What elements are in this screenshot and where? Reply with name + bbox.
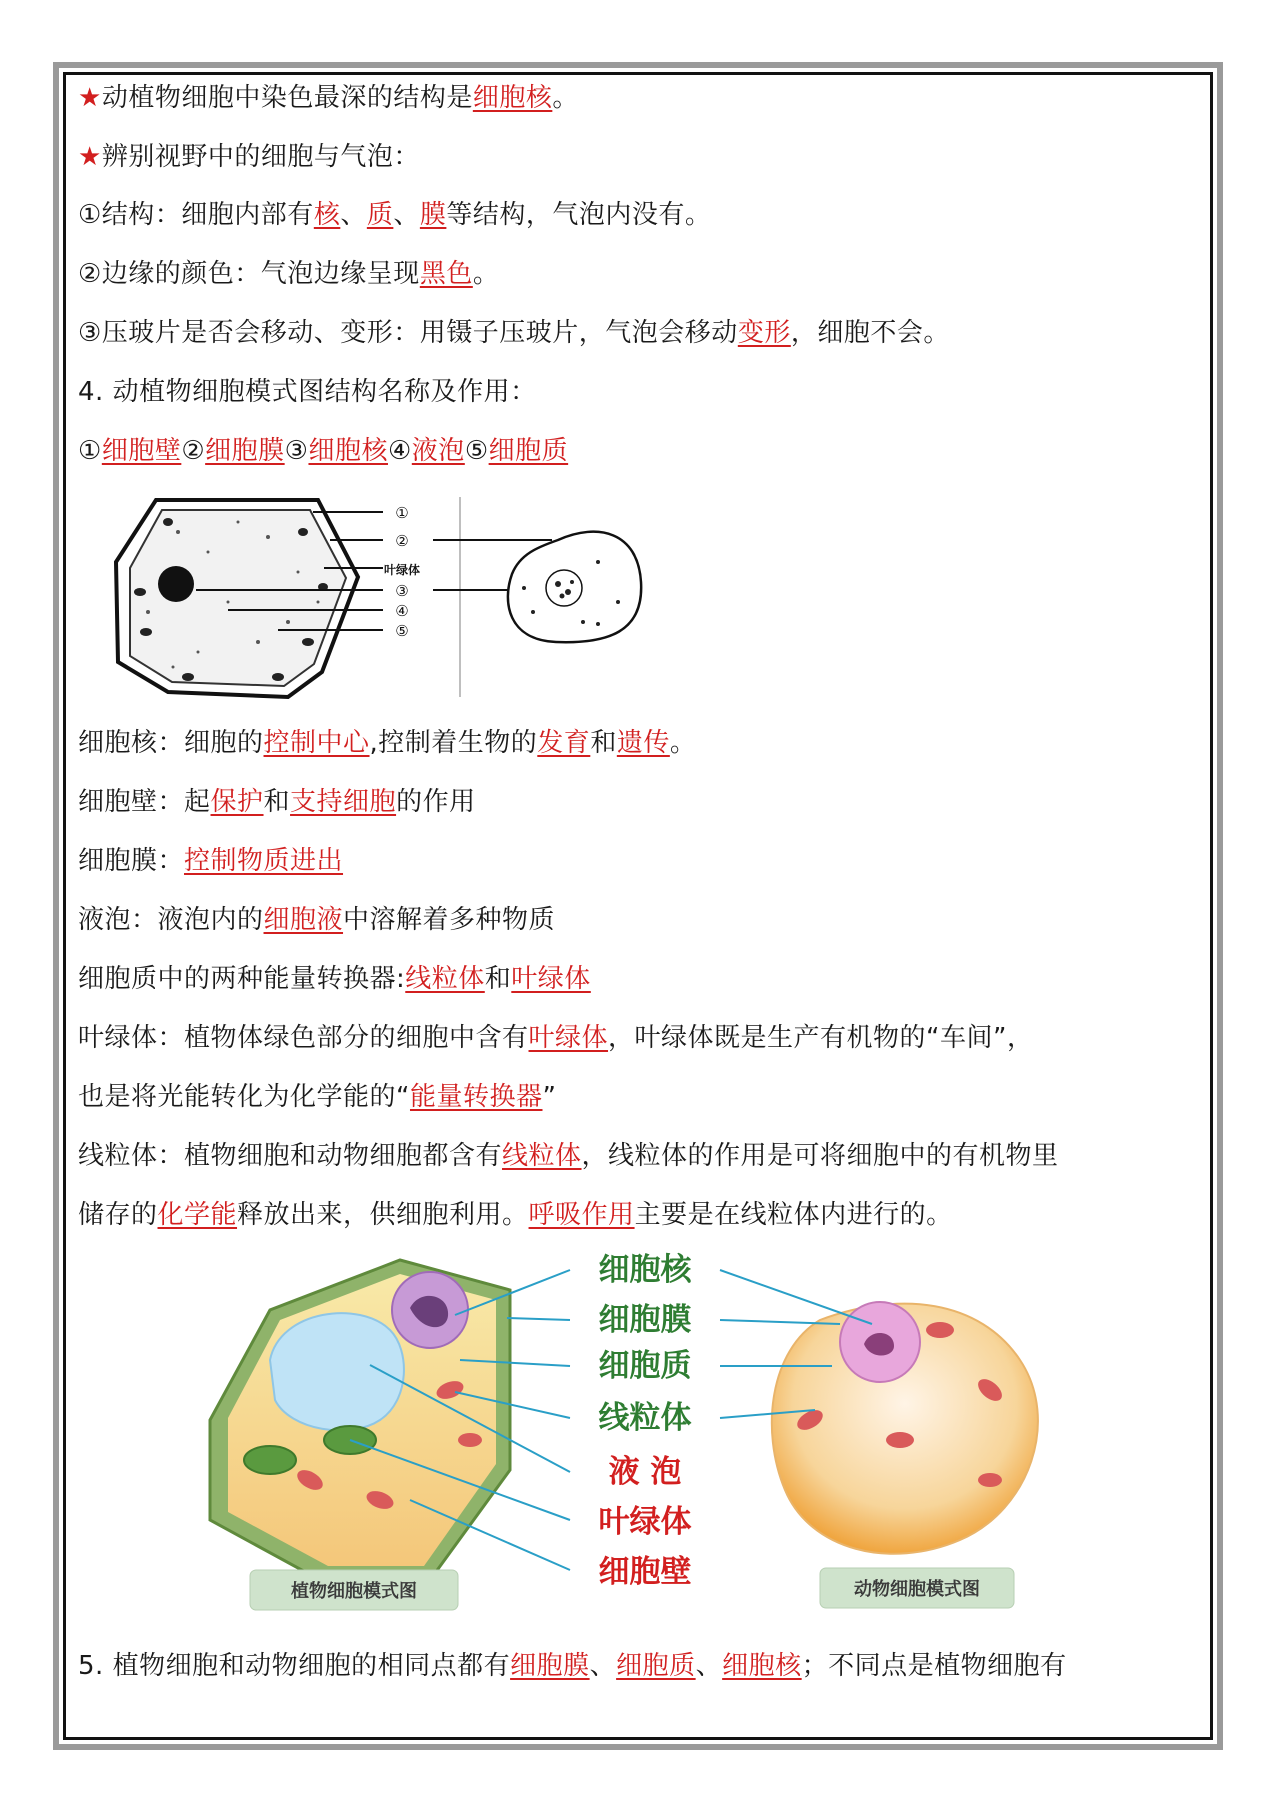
sep: 、: [589, 1651, 617, 1681]
answer-cytoplasm-2: 细胞质: [616, 1651, 696, 1681]
distinguish-title: 辨别视野中的细胞与气泡：: [101, 142, 420, 172]
diagram1-label-3: ③: [395, 582, 409, 600]
answer-nucleus: 细胞核: [472, 83, 553, 113]
label-cytoplasm: 细胞质: [598, 1348, 692, 1384]
section5-text: 5. 植物细胞和动物细胞的相同点都有: [78, 1651, 511, 1681]
distinguish-line: [78, 139, 420, 175]
point2-text: ②边缘的颜色：气泡边缘呈现: [78, 259, 420, 289]
num: ①: [78, 436, 102, 466]
nucleus-text: ,控制着生物的: [369, 728, 538, 758]
punct: 。: [552, 83, 579, 113]
answer-energy-converter: 能量转换器: [409, 1082, 543, 1112]
chloroplast-text-2: 也是将光能转化为化学能的“: [78, 1082, 410, 1112]
answer-support: 支持细胞: [290, 787, 397, 817]
mitochondria-text-3: 释放出来，供细胞利用。: [237, 1200, 529, 1230]
animal-caption: 动物细胞模式图: [854, 1579, 980, 1600]
punct: 。: [472, 259, 500, 289]
converters-text: 和: [484, 964, 512, 994]
label-chloroplast: 叶绿体: [598, 1504, 692, 1540]
star-fact-text: 动植物细胞中染色最深的结构是: [101, 83, 473, 113]
cell-line-diagram: [78, 492, 648, 704]
animal-cell-illustration: [772, 1302, 1038, 1554]
animal-cell-shape: [508, 532, 641, 643]
chloroplast-suffix-2: ”: [542, 1082, 557, 1112]
answer-chloroplast-2: 叶绿体: [528, 1023, 609, 1053]
answer-development: 发育: [537, 728, 591, 758]
vacuole-suffix: 中溶解着多种物质: [343, 905, 556, 935]
answer-zhi: 质: [366, 200, 394, 230]
vacuole-line: [78, 902, 555, 938]
answer-black: 黑色: [419, 259, 473, 289]
section5-suffix: ；不同点是植物细胞有: [801, 1651, 1067, 1681]
answer-mitochondria-2: 线粒体: [502, 1141, 582, 1171]
punct: 。: [669, 728, 697, 758]
chloroplast-line-2: [78, 1079, 556, 1115]
label-mitochondria: 线粒体: [598, 1400, 692, 1436]
answer-mo: 膜: [419, 200, 447, 230]
wall-line: [78, 784, 476, 820]
num: ⑤: [464, 436, 489, 466]
converters-text: 细胞质中的两种能量转换器:: [78, 964, 406, 994]
answer-mitochondria: 线粒体: [405, 964, 485, 994]
sep: 、: [393, 200, 420, 230]
answer-he: 核: [313, 200, 341, 230]
answer-cell-membrane: 细胞膜: [205, 436, 285, 466]
sep: 、: [695, 1651, 723, 1681]
answer-respiration: 呼吸作用: [528, 1200, 635, 1230]
star-icon: ★: [78, 83, 102, 113]
mitochondria-line-2: [78, 1197, 953, 1233]
sep: 、: [340, 200, 367, 230]
point3-suffix: ，细胞不会。: [790, 318, 950, 348]
point3-text: ③压玻片是否会移动、变形：用镊子压玻片，气泡会移动: [78, 318, 738, 348]
star-icon: ★: [78, 142, 102, 172]
answer-control-substances: 控制物质进出: [184, 846, 344, 876]
diagram1-label-5: ⑤: [395, 622, 409, 640]
answer-vacuole: 液泡: [411, 436, 465, 466]
diagram1-label-chloroplast: 叶绿体: [383, 563, 421, 577]
answer-deform: 变形: [737, 318, 791, 348]
num: ②: [181, 436, 206, 466]
vacuole-text: 液泡：液泡内的: [78, 905, 264, 935]
answer-control-center: 控制中心: [263, 728, 370, 758]
wall-text: 和: [263, 787, 291, 817]
chloroplast-line-1: [78, 1020, 1033, 1056]
plant-cell-illustration: [210, 1260, 510, 1580]
point1-suffix: 等结构，气泡内没有。: [446, 200, 712, 230]
num: ④: [387, 436, 412, 466]
wall-text: 细胞壁：起: [78, 787, 211, 817]
star-fact-line: [78, 80, 579, 116]
point1-text: ①结构：细胞内部有: [78, 200, 314, 230]
answer-cytoplasm: 细胞质: [488, 436, 569, 466]
converters-line: [78, 961, 591, 997]
mitochondria-text-2: 储存的: [78, 1200, 158, 1230]
point3-line: [78, 315, 950, 351]
label-membrane: 细胞膜: [598, 1302, 692, 1338]
mitochondria-text: 线粒体：植物细胞和动物细胞都含有: [78, 1141, 503, 1171]
section4-title: 4. 动植物细胞模式图结构名称及作用：: [78, 377, 537, 407]
nucleus-text: 和: [590, 728, 617, 758]
point1-line: [78, 197, 711, 233]
numbered-list: [78, 433, 568, 469]
chloroplast-suffix: ，叶绿体既是生产有机物的“车间”，: [608, 1023, 1034, 1053]
membrane-text: 细胞膜：: [78, 846, 185, 876]
answer-nucleus-2: 细胞核: [722, 1651, 802, 1681]
chloroplast-text: 叶绿体：植物体绿色部分的细胞中含有: [78, 1023, 529, 1053]
diagram1-label-4: ④: [395, 602, 409, 620]
point2-line: [78, 256, 499, 292]
wall-suffix: 的作用: [396, 787, 476, 817]
label-cell-wall: 细胞壁: [598, 1554, 692, 1590]
answer-membrane: 细胞膜: [510, 1651, 590, 1681]
answer-chloroplast: 叶绿体: [511, 964, 591, 994]
mitochondria-suffix-2: 主要是在线粒体内进行的。: [634, 1200, 953, 1230]
plant-nucleus-shape: [158, 566, 194, 602]
cell-color-diagram: [200, 1250, 1100, 1630]
answer-chemical-energy: 化学能: [157, 1200, 238, 1230]
answer-heredity: 遗传: [616, 728, 670, 758]
plant-cell-membrane-shape: [130, 510, 346, 686]
mitochondria-line-1: [78, 1138, 1059, 1174]
nucleus-line: [78, 725, 696, 761]
section5-line: [78, 1648, 1067, 1684]
label-vacuole: 液 泡: [608, 1454, 682, 1490]
diagram1-label-1: ①: [395, 504, 409, 522]
nucleus-text: 细胞核：细胞的: [78, 728, 264, 758]
plant-caption: 植物细胞模式图: [291, 1581, 417, 1602]
membrane-line: [78, 843, 343, 879]
answer-protect: 保护: [210, 787, 264, 817]
num: ③: [284, 436, 309, 466]
answer-cell-wall: 细胞壁: [101, 436, 182, 466]
label-nucleus: 细胞核: [598, 1252, 692, 1288]
diagram1-label-2: ②: [395, 532, 409, 550]
mitochondria-suffix: ，线粒体的作用是可将细胞中的有机物里: [581, 1141, 1059, 1171]
answer-cell-sap: 细胞液: [263, 905, 344, 935]
answer-cell-nucleus: 细胞核: [308, 436, 388, 466]
